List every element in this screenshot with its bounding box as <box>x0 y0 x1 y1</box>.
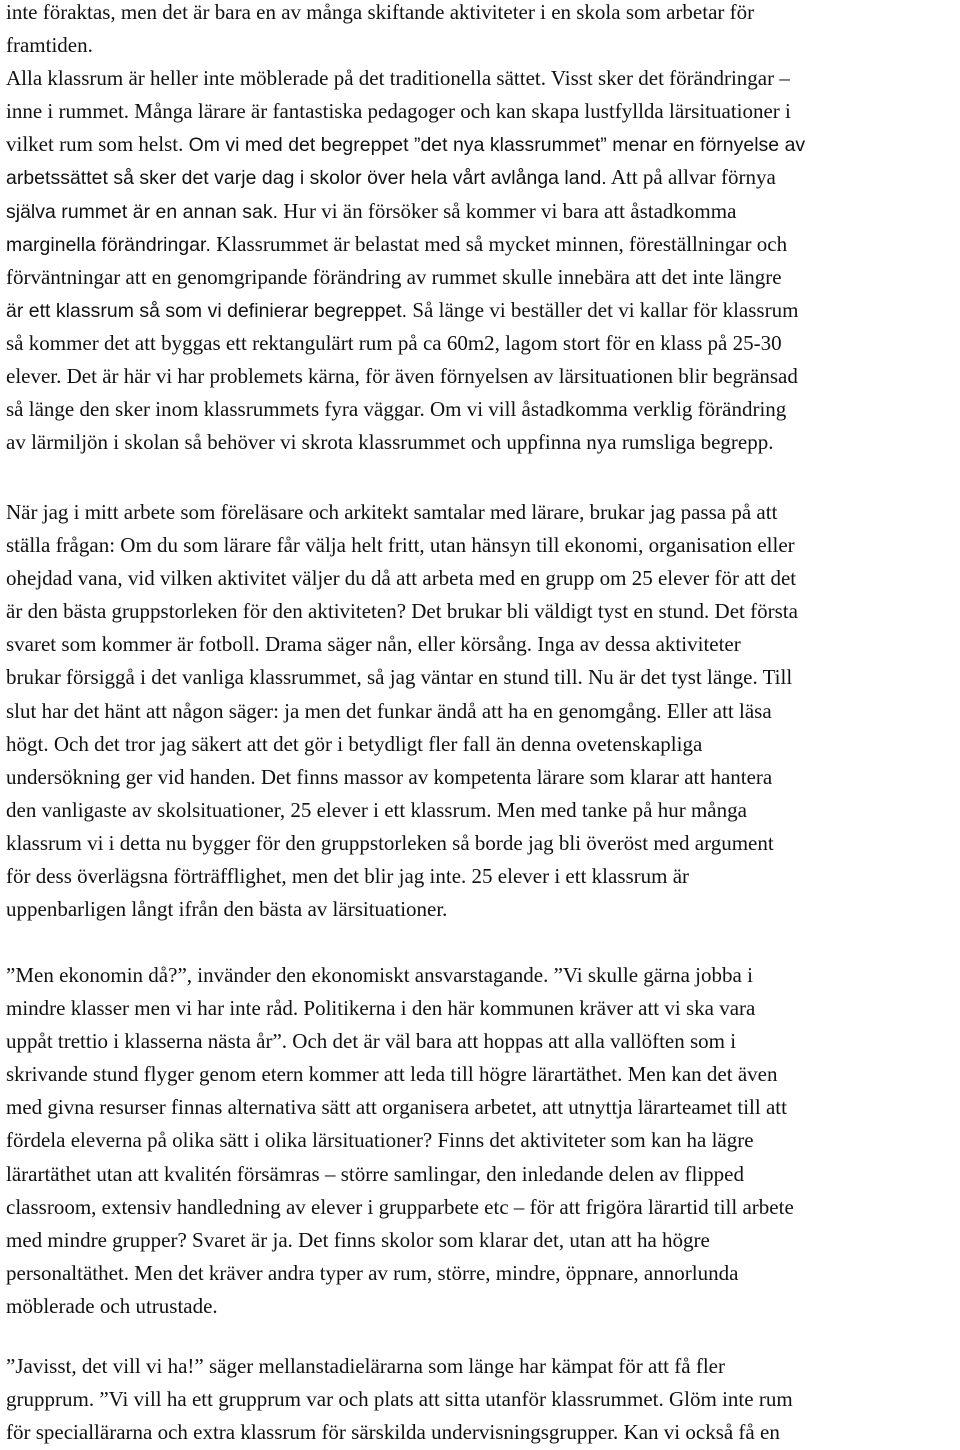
text-segment: mindre klasser men vi har inte råd. Politikerna i den här kommunen kräver att vi ska vara <box>6 996 756 1021</box>
text-line <box>6 827 956 860</box>
paragraph-1 <box>6 0 956 459</box>
text-line <box>6 562 956 595</box>
text-segment: classroom, extensiv handledning av elever i grupparbete etc – för att frigöra lärartid till arbete <box>6 1194 794 1219</box>
text-segment: förväntningar att en genomgripande förändring av rummet skulle innebära att det inte längre <box>6 264 782 289</box>
text-line <box>6 327 956 360</box>
text-segment: är den bästa gruppstorleken för den aktiviteten? Det brukar bli väldigt tyst en stund. Det första <box>6 599 798 624</box>
text-line <box>6 695 956 728</box>
text-line <box>6 661 956 694</box>
text-line <box>6 496 956 529</box>
text-segment: vilket rum som helst. <box>6 132 189 157</box>
text-line <box>6 228 956 261</box>
text-line <box>6 529 956 562</box>
text-line <box>6 1158 956 1191</box>
text-segment: Alla klassrum är heller inte möblerade på det traditionella sättet. Visst sker det förändringar – <box>6 66 790 91</box>
text-line <box>6 628 956 661</box>
text-segment-sans: är ett klassrum så som vi definierar begreppet. <box>6 299 408 322</box>
text-line <box>6 426 956 459</box>
text-line <box>6 1124 956 1157</box>
text-segment: lärartäthet utan att kvalitén försämras – större samlingar, den inledande delen av flipped <box>6 1161 744 1186</box>
paragraph-3 <box>6 959 956 1323</box>
text-segment: med givna resurser finnas alternativa sätt att organisera arbetet, att utnyttja lärarteamet till att <box>6 1095 787 1120</box>
text-segment: slut har det hänt att någon säger: ja men det funkar ändå att ha en genomgång. Eller att läsa <box>6 698 772 723</box>
text-segment: ställa frågan: Om du som lärare får välja helt fritt, utan hänsyn till ekonomi, organisation eller <box>6 533 795 558</box>
text-segment: framtiden. <box>6 33 93 58</box>
text-segment: När jag i mitt arbete som föreläsare och arkitekt samtalar med lärare, brukar jag passa på att <box>6 500 778 524</box>
text-line <box>6 294 956 327</box>
text-segment: uppåt trettio i klasserna nästa år”. Och det är väl bara att hoppas att alla vallöften som i <box>6 1029 737 1054</box>
text-line <box>6 95 956 128</box>
text-segment-sans: Om vi med det begreppet ”det nya klassrummet” menar en förnyelse av <box>188 134 806 157</box>
text-line <box>6 893 956 926</box>
paragraph-4 <box>6 1350 956 1449</box>
text-segment: undersökning ger vid handen. Det finns massor av kompetenta lärare som klarar att hantera <box>6 764 773 789</box>
text-segment: Så länge vi beställer det vi kallar för klassrum <box>407 297 799 322</box>
text-line <box>6 1383 956 1416</box>
text-line <box>6 62 956 95</box>
text-segment: elever. Det är här vi har problemets kärna, för även förnyelsen av lärsituationen blir begränsad <box>6 364 798 389</box>
text-segment: uppenbarligen långt ifrån den bästa av lärsituationer. <box>6 897 448 922</box>
text-segment: fördela eleverna på olika sätt i olika lärsituationer? Finns det aktiviteter som kan ha lägre <box>6 1128 754 1153</box>
text-segment: så länge den sker inom klassrummets fyra väggar. Om vi vill åstadkomma verklig förändring <box>6 397 787 422</box>
paragraph-2 <box>6 496 956 926</box>
text-segment: klassrum vi i detta nu bygger för den gruppstorleken så borde jag bli överöst med argument <box>6 830 774 855</box>
text-segment: för speciallärarna och extra klassrum för särskilda undervisningsgrupper. Kan vi också få en <box>6 1420 780 1445</box>
text-line <box>6 1091 956 1124</box>
text-line <box>6 360 956 393</box>
text-segment: svaret som kommer är fotboll. Drama säger nån, eller körsång. Inga av dessa aktiviteter <box>6 632 741 657</box>
text-line <box>6 1058 956 1091</box>
text-segment: grupprum. ”Vi vill ha ett grupprum var och plats att sitta utanför klassrummet. Glöm inte rum <box>6 1387 793 1412</box>
text-segment-sans: själva rummet är en annan sak. <box>6 200 279 223</box>
text-segment: ”Javisst, det vill vi ha!” säger mellanstadielärarna som länge har kämpat för att få fler <box>6 1354 725 1378</box>
text-line <box>6 1257 956 1290</box>
text-segment: ohejdad vana, vid vilken aktivitet väljer du då att arbeta med en grupp om 25 elever för att det <box>6 566 797 591</box>
text-segment-sans: arbetssättet så sker det varje dag i skolor över hela vårt avlånga land. <box>6 167 607 190</box>
text-line <box>6 1224 956 1257</box>
text-segment: Att på allvar förnya <box>606 165 776 190</box>
text-line <box>6 29 956 62</box>
text-segment: brukar försiggå i det vanliga klassrummet, så jag väntar en stund till. Nu är det tyst länge. Till <box>6 665 793 690</box>
text-line <box>6 1416 956 1449</box>
text-segment: möblerade och utrustade. <box>6 1293 218 1318</box>
text-line <box>6 1350 956 1383</box>
text-segment: personaltäthet. Men det kräver andra typer av rum, större, mindre, öppnare, annorlunda <box>6 1260 739 1285</box>
text-segment: så kommer det att byggas ett rektangulärt rum på ca 60m2, lagom stort för en klass på 25-30 <box>6 330 782 355</box>
text-line <box>6 860 956 893</box>
text-line <box>6 261 956 294</box>
text-line <box>6 959 956 992</box>
text-line <box>6 1290 956 1323</box>
text-segment: av lärmiljön i skolan så behöver vi skrota klassrummet och uppfinna nya rumsliga begrepp. <box>6 430 774 455</box>
text-segment: med mindre grupper? Svaret är ja. Det finns skolor som klarar det, utan att ha högre <box>6 1227 710 1252</box>
text-segment: Klassrummet är belastat med så mycket minnen, föreställningar och <box>210 231 788 256</box>
text-line <box>6 794 956 827</box>
text-segment: högt. Och det tror jag säkert att det gör i betydligt fler fall än denna ovetenskapliga <box>6 731 703 756</box>
text-line <box>6 393 956 426</box>
text-line <box>6 0 956 29</box>
text-segment: inte föraktas, men det är bara en av många skiftande aktiviteter i en skola som arbetar för <box>6 0 755 24</box>
text-line <box>6 128 956 161</box>
text-segment-sans: marginella förändringar. <box>6 233 211 256</box>
text-line <box>6 992 956 1025</box>
text-line <box>6 728 956 761</box>
text-line <box>6 1191 956 1224</box>
text-segment: den vanligaste av skolsituationer, 25 elever i ett klassrum. Men med tanke på hur många <box>6 797 747 822</box>
text-segment: skrivande stund flyger genom etern kommer att leda till högre lärartäthet. Men kan det även <box>6 1062 778 1087</box>
text-line <box>6 761 956 794</box>
text-segment: Hur vi än försöker så kommer vi bara att åstadkomma <box>278 198 737 223</box>
text-segment: ”Men ekonomin då?”, invänder den ekonomiskt ansvarstagande. ”Vi skulle gärna jobba i <box>6 963 753 987</box>
text-line <box>6 1025 956 1058</box>
text-line <box>6 161 956 194</box>
text-line <box>6 195 956 228</box>
text-line <box>6 595 956 628</box>
text-segment: inne i rummet. Många lärare är fantastiska pedagoger och kan skapa lustfyllda lärsituationer i <box>6 99 791 124</box>
text-segment: för dess överlägsna förträfflighet, men det blir jag inte. 25 elever i ett klassrum är <box>6 864 690 889</box>
